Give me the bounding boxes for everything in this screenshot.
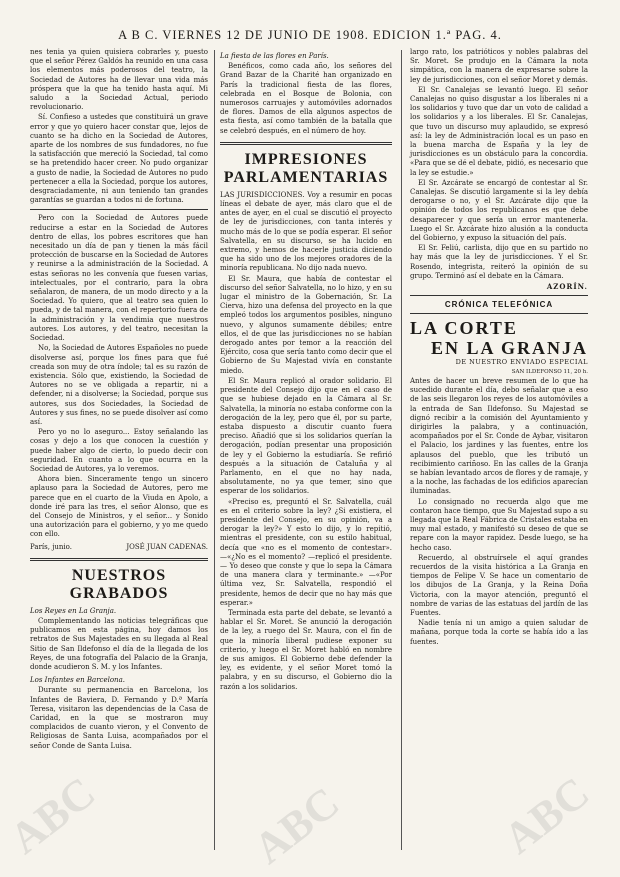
divider (30, 209, 208, 210)
signature-line (30, 543, 208, 552)
divider (410, 295, 588, 296)
author-signature: AZORÍN. (546, 282, 588, 292)
author-signature: JOSÉ JUAN CADENAS. (126, 542, 208, 551)
headline-line-1: LA CORTE (410, 318, 518, 339)
col2-paragraph-3: El Sr. Maura replicó al orador solidario. El presidente del Consejo dijo que en el caso de que se hubiese dejado en la Cámara al Sr. Salvatella, la minoría no estaba conforme con la derogación de la ley, pero que él, por su parte, estaba dispuesto a discutir cuanto fuera preciso. Añadió que si los solidarios querían la derogación, podían presentar una proposición de ley y el Gobierno la estudiaría. Se refirió después a la situación de Cataluña y al Parlamento, en el que no hay nada, absolutamente, no ya que temer, sino que esperar de los solidarios. (220, 376, 392, 496)
col1-paragraph-6: Ahora bien. Sinceramente tengo un sincero aplauso para la Sociedad de Autores, pero me parece que en el cuarto de la Viuda en Apolo, a donde iré para las tres, el señor Alonso, que es del Consejo de Ministros, y el señor... y Sonido una autorización para el gobierno, y yo me quedo con ello. (30, 475, 208, 539)
subhead-reyes: Los Reyes en La Granja. (30, 606, 117, 615)
col3-paragraph-6: Lo consignado no recuerda algo que me contaron hace tiempo, que Su Majestad supo a su llegada que la Real Fábrica de Cristales estaba en muy mal estado, y manifestó su deseo de que se repare con la mayor rapidez. Desde luego, se ha hecho caso. (410, 497, 588, 552)
subhead-fiesta: La fiesta de las flores en París. (220, 52, 329, 60)
abc-watermark: ABC (0, 767, 105, 864)
col1-paragraph-1: nes tenia ya quien quisiera cobrarles y, puesto que el señor Pérez Galdós ha reunido en una casa los elementos más poderosos del teatro, la Sociedad de Autores ha de llevar una vida más próspera que la que ha tenido hasta aquí. Mi saludo a la Sociedad Actual, periodo revolucionario. (30, 48, 208, 112)
col3-paragraph-5: Antes de hacer un breve resumen de lo que ha sucedido durante el día, debo señalar que a eso de las seis llegaron los reyes de los automóviles a la entrada de San Ildefonso. Su Majestad se dignó recibir a la comisión del Ayuntamiento y dirigirles la palabra, y a continuación, acompañados por el Sr. Conde de Aybar, visitaron el Palacio, los jardines y las fuentes, entre los aplausos del pueblo, que les tributó un recibimiento cariñoso. En las calles de la Granja se habían levantado arcos de flores y de ramaje, y a la noche, las fachadas de los edificios aparecían iluminadas. (410, 376, 588, 496)
column-rule-1 (214, 50, 215, 850)
col3-paragraph-1: largo rato, los patrióticos y nobles palabras del Sr. Moret. Se produjo en la Cámara la nota simpática, con la manera de expresarse sobre la ley de jurisdicciones, con el señor Moret y demás. (410, 48, 588, 84)
col2-paragraph-2: El Sr. Maura, que había de contestar el discurso del señor Salvatella, no lo hizo, y en su lugar el ministro de la Gobernación, Sr. La Cierva, hizo una defensa del proyecto en la que empleó todos los argumentos posibles, ninguno nuevo, y algunos sumamente débiles; entre ellos, el de que las jurisdicciones no se habían derogado antes por temor a la reacción del Ejército, cosa que sería tanto como decir que el Gobierno de Su Majestad vivía en constante miedo. (220, 274, 392, 375)
headline-line-2: EN LA GRANJA (430, 338, 588, 359)
col2-paragraph-1: LAS JURISDICCIONES. Voy a resumir en pocas líneas el debate de ayer, más claro que el de antes de ayer, en el cual se discutió el proyecto de ley de jurisdicciones, con tanta interés y mucho más de lo que se podía esperar. El señor Salvatella, en su discurso, se ha lucido en extremo, y hemos de hacerle justicia diciendo que ha sido uno de los mejores oradores de la minoría republicana. No dijo nada nuevo. (220, 190, 392, 273)
col2-paragraph-4: «Preciso es, preguntó el Sr. Salvatella, cuál es en el criterio sobre la ley? ¿Si existiera, el presidente del Consejo, en su opinión, va a derogar la ley?» Y esto lo dijo, y lo repitió, mientras el presidente, con su estilo habitual, decía que «no es el momento de contestar». —«¿No es el momento? —replicó el presidente.— Yo deseo que conste y que lo sepa la Cámara de una manera clara y terminante.» —«Por última vez, Sr. Salvatella, respondió el presidente, hemos de decir que no hay más que esperar.» (220, 497, 392, 607)
divider (30, 558, 208, 561)
dateline: París, junio. (30, 542, 72, 551)
col3-paragraph-4: El Sr. Feliú, carlista, dijo que en su partido no hay más que la ley de jurisdicciones. Y el Sr. Rosendo, integrista, reiteró la opinión de su grupo. Terminó así el debate en la Cámara. (410, 244, 588, 280)
col3-paragraph-3: El Sr. Azcárate se encargó de contestar al Sr. Canalejas. Se discutió largamente si la ley debía derogarse o no, y el Sr. Azcárate dijo que la opinión de todos los republicanos es que debe desaparecer y que sería un error mantenerla. Luego el Sr. Azcárate hizo alusión a la conducta del Gobierno, y expuso la situación del país. (410, 178, 588, 243)
section-title-line-2: PARLAMENTARIAS (223, 168, 389, 186)
subhead-infantes: Los Infantes en Barcelona. (30, 676, 125, 685)
column-1 (30, 48, 208, 752)
section-title-grabados: NUESTROS GRABADOS (69, 566, 169, 602)
column-rule-2 (401, 50, 402, 850)
col1-paragraph-4: No, la Sociedad de Autores Españoles no puede disolverse así, porque los fines para que fué creada son muy de otra índole; tal es su razón de existencia. Sólo que, existiendo, la Sociedad de Autores no se ve obligada a repartir, ni a defender, ni a disolverse; la Sociedad, porque sus autores, sus dos Sociedades, la Sociedad de Autores y sus fines, no se puede disolver así como así. (30, 344, 208, 426)
abc-watermark: ABC (244, 777, 349, 874)
box-title-cronica: CRÓNICA TELEFÓNICA (444, 300, 554, 310)
section-title-line-1: IMPRESIONES (244, 150, 368, 168)
byline: DE NUESTRO ENVIADO ESPECIAL (455, 358, 588, 367)
col2-paragraph-5: Terminada esta parte del debate, se levantó a hablar el Sr. Moret. Se anunció la derogación de la ley, a ruego del Sr. Maura, con el fin de que la minoría liberal pudiese exponer su criterio, y luego el Sr. Moret habló en nombre de sus amigos. El Gobierno debe defender la ley, es evidente, y el señor Moret tomó la palabra, y en su discurso, el Gobierno dio la razón a los solidarios. (220, 608, 392, 691)
col3-paragraph-7: Recuerdo, al obstruírsele el aquí grandes recuerdos de la visita histórica a La Granja en tiempos de Felipe V. Se hace un comentario de los dibujos de La Granja, y la Reina Doña Victoria, con la mayor atención, preguntó el nombre de varias de las estatuas del jardín de las Fuentes. (410, 553, 588, 617)
col2-paragraph-fiesta: Benéficos, como cada año, los señores del Grand Bazar de la Charité han organizado en París la tradicional fiesta de las flores, celebrada en el Bosque de Bolonia, con numerosos carruajes y automóviles adornados de flores. Damos de ella algunos aspectos de esta fiesta, así como también de la batalla que se celebró después, en el número de hoy. (220, 62, 392, 135)
col1-paragraph-5: Pero yo no lo aseguro... Estoy señalando las cosas y dejo a los que conocen la cuestión y puede haber algo de cierto, lo puedo decir con seguridad. En cuanto a lo que ocurra en la Sociedad de Autores, ya lo veremos. (30, 428, 208, 473)
column-2 (220, 48, 392, 693)
col1-paragraph-2: Sí. Confieso a ustedes que constituirá un grave error y que yo quiero hacer constar que, lejos de cuanto se ha dicho en la Sociedad de Autores, aparte de los nombres de sus fundadores, no fue la satisfacción que mereció la Sociedad, tal como se ha pretendido hacer creer. No pudo organizar a gusto de nadie, la Sociedad de Autores no pudo pertenecer a ella la Sociedad, porque los autores, desgraciadamente, ni aun teniendo tan grandes garantías se guardan a todos ni de fortuna. (30, 113, 208, 205)
running-head: A B C. VIERNES 12 DE JUNIO DE 1908. EDICION 1.ª PAG. 4. (118, 28, 502, 42)
section-title-impresiones (220, 151, 392, 187)
col1-paragraph-3: Pero con la Sociedad de Autores puede reducirse a estar en la Sociedad de Autores dentro de ellas, los pobres escritores que han necesitado un día de pan y tienen la más fácil protección de buscarse en la Sociedad de Autores y reunirse a la administración de la Sociedad. A estas señoras no les convenía que fuesen varias, intelectuales, por el contrario, para la obra señalaron, de manera, de un modo directo y a la Sociedad. Yo quiero, que al teatro sea quien lo pueda, y de tal manera, con el repertorio fuera de la administración y la vendimia que nuestros autores. Los autores, y del teatro, necesitan la Sociedad. (30, 214, 208, 343)
col3-paragraph-8: Nadie tenía ni un amigo a quien saludar de mañana, porque toda la corte se había ido a las fuentes. (410, 619, 588, 646)
abc-watermark: ABC (494, 767, 599, 864)
divider (410, 313, 588, 314)
column-3 (410, 48, 588, 648)
divider (220, 142, 392, 145)
col1-paragraph-reyes: Complementando las noticias telegráficas que publicamos en esta página, hoy damos los retratos de Sus Majestades en su llegada al Real Sitio de San Ildefonso el día de la llegada de los Reyes, de una fotografía del Palacio de la Granja, donde acudieron S. M. y los Infantes. (30, 616, 208, 671)
dateline: SAN ILDEFONSO 11, 20 h. (511, 368, 588, 375)
col3-paragraph-2: El Sr. Canalejas se levantó luego. El señor Canalejas no quiso disgustar a los liberales ni a los solidarios y tuvo que dar un voto de calidad a los solidarios y a los liberales. El Sr. Canalejas, que tuvo un discurso muy aplaudido, se expresó así: la ley de Administración local es un paso en la buena marcha de España y la ley de jurisdicciones es un obstáculo para la concordia. «Para que se dé el debate, pidió, es necesario que la ley se estudie.» (410, 85, 588, 177)
col1-paragraph-infantes: Durante su permanencia en Barcelona, los Infantes de Baviera, D. Fernando y D.ª María Teresa, visitaron las dependencias de la Casa de Caridad, en la que se mostraron muy complacidos de cuanto vieron, y el Convento de Religiosas de Santa Luisa, acompañados por el señor Conde de Santa Luisa. (30, 686, 208, 750)
